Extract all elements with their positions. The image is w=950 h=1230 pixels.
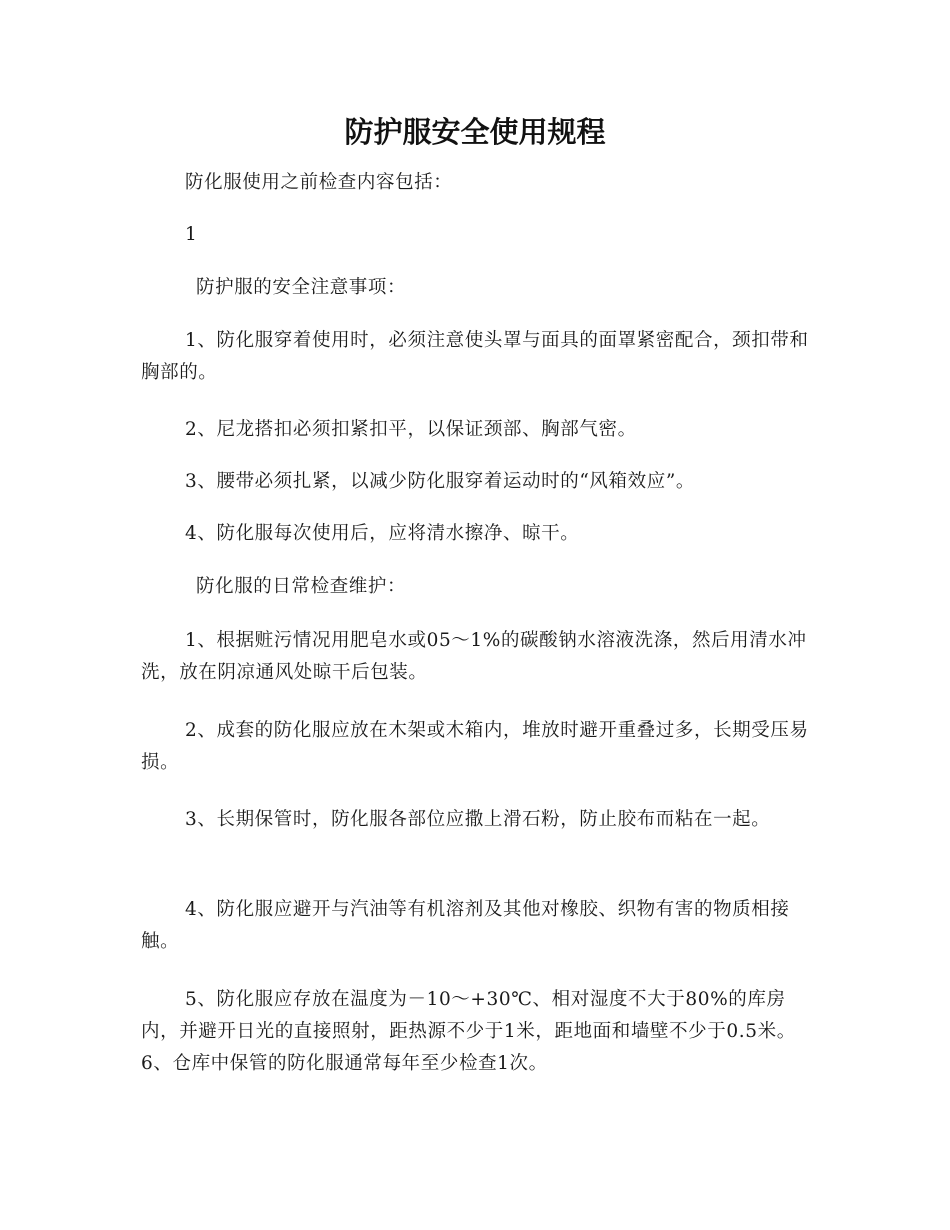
paragraph-safety-note-4: 4、防化服每次使用后，应将清水擦净、晾干。 [185,523,580,544]
paragraph-maintenance-4: 4、防化服应避开与汽油等有机溶剂及其他对橡胶、织物有害的物质相接触。 [141,899,790,952]
paragraph-safety-note-3: 3、腰带必须扎紧，以减少防化服穿着运动时的“风箱效应”。 [185,471,695,492]
paragraph-safety-note-2: 2、尼龙搭扣必须扣紧扣平，以保证颈部、胸部气密。 [185,419,637,440]
section-heading-maintenance: 防化服的日常检查维护： [196,576,407,597]
section-heading-safety-notes: 防护服的安全注意事项： [196,277,407,298]
document-title: 防护服安全使用规程 [344,115,606,149]
paragraph-maintenance-2: 2、成套的防化服应放在木架或木箱内，堆放时避开重叠过多，长期受压易损。 [141,720,809,773]
paragraph-maintenance-3: 3、长期保管时，防化服各部位应撒上滑石粉，防止胶布而粘在一起。 [185,809,771,830]
paragraph-safety-note-1: 1、防化服穿着使用时，必须注意使头罩与面具的面罩紧密配合，颈扣带和胸部的。 [141,330,809,383]
paragraph-item-number: 1 [185,224,198,245]
paragraph-maintenance-5: 5、防化服应存放在温度为－10～+30℃、相对湿度不大于80%的库房内，并避开日光的直接照射，距热源不少于1米，距地面和墙壁不少于0.5米。6、仓库中保管的防化服通常每年至少检查1次。 [141,989,796,1074]
paragraph-maintenance-1: 1、根据赃污情况用肥皂水或05～1%的碳酸钠水溶液洗涤，然后用清水冲洗，放在阴凉通风处晾干后包装。 [141,630,807,683]
paragraph-inspection-intro: 防化服使用之前检查内容包括： [185,172,453,193]
